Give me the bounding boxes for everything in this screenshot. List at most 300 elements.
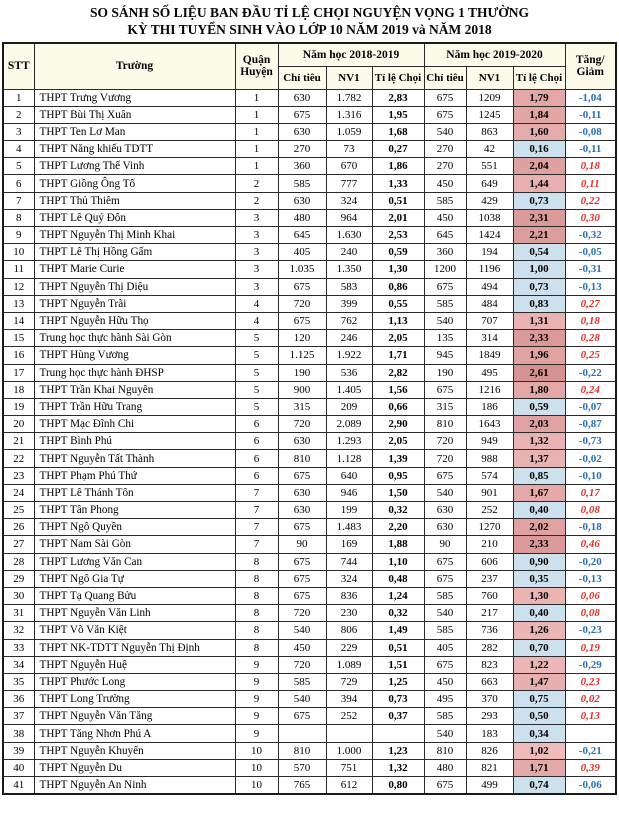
cell-target-2018: 630: [278, 484, 326, 501]
cell-stt: 18: [3, 381, 34, 398]
cell-ratio-2019: 0,40: [513, 605, 565, 622]
table-row: [3, 278, 616, 295]
cell-ratio-2019: 1,44: [513, 175, 565, 192]
cell-district: 8: [235, 639, 278, 656]
cell-target-2018: 630: [278, 502, 326, 519]
cell-nv1-2019: 1245: [466, 106, 513, 123]
cell-ratio-2019: 0,50: [513, 708, 565, 725]
table-row: [3, 673, 616, 690]
cell-stt: 25: [3, 502, 34, 519]
cell-school: THPT Phạm Phú Thứ: [34, 467, 235, 484]
table-row: [3, 89, 616, 106]
cell-target-2019: 495: [424, 691, 466, 708]
cell-target-2018: 675: [278, 587, 326, 604]
cell-nv1-2019: 649: [466, 175, 513, 192]
table-row: [3, 381, 616, 398]
cell-school: Trung học thực hành Sài Gòn: [34, 330, 235, 347]
cell-target-2018: 675: [278, 106, 326, 123]
cell-change: -0,73: [565, 433, 616, 450]
table-row: [3, 639, 616, 656]
cell-stt: 40: [3, 759, 34, 776]
cell-target-2019: 585: [424, 295, 466, 312]
cell-target-2018: 540: [278, 622, 326, 639]
cell-district: 9: [235, 656, 278, 673]
cell-school: THPT Võ Văn Kiệt: [34, 622, 235, 639]
cell-nv1-2018: 229: [326, 639, 372, 656]
cell-change: -0,08: [565, 123, 616, 140]
cell-district: 3: [235, 209, 278, 226]
table-row: [3, 175, 616, 192]
cell-ratio-2018: 0,95: [372, 467, 424, 484]
cell-nv1-2018: 964: [326, 209, 372, 226]
cell-ratio-2018: 2,53: [372, 227, 424, 244]
cell-change: 0,13: [565, 708, 616, 725]
col-header-school: Trường: [34, 43, 235, 89]
cell-nv1-2018: 399: [326, 295, 372, 312]
cell-change: -0,23: [565, 622, 616, 639]
cell-stt: 15: [3, 330, 34, 347]
cell-ratio-2019: 1,32: [513, 433, 565, 450]
cell-nv1-2018: 1.316: [326, 106, 372, 123]
cell-school: THPT Nguyễn Thị Minh Khai: [34, 227, 235, 244]
cell-school: THPT Nam Sài Gòn: [34, 536, 235, 553]
cell-change: -0,22: [565, 364, 616, 381]
cell-stt: 23: [3, 467, 34, 484]
table-row: [3, 364, 616, 381]
cell-district: 1: [235, 158, 278, 175]
cell-target-2019: 540: [424, 484, 466, 501]
cell-change: -0,05: [565, 244, 616, 261]
table-row: [3, 502, 616, 519]
cell-target-2018: 1.125: [278, 347, 326, 364]
cell-ratio-2018: 2,83: [372, 89, 424, 106]
cell-ratio-2018: 0,66: [372, 398, 424, 415]
cell-school: THPT Nguyễn Hữu Thọ: [34, 312, 235, 329]
cell-ratio-2019: 0,35: [513, 570, 565, 587]
cell-ratio-2018: 1,25: [372, 673, 424, 690]
cell-nv1-2018: 1.922: [326, 347, 372, 364]
table-row: [3, 777, 616, 794]
cell-target-2019: 540: [424, 312, 466, 329]
cell-district: 10: [235, 742, 278, 759]
cell-target-2018: 360: [278, 158, 326, 175]
cell-target-2018: 675: [278, 312, 326, 329]
cell-stt: 41: [3, 777, 34, 794]
table-row: [3, 605, 616, 622]
cell-target-2019: 585: [424, 587, 466, 604]
cell-target-2018: 720: [278, 656, 326, 673]
cell-target-2019: 630: [424, 502, 466, 519]
cell-ratio-2019: 1,26: [513, 622, 565, 639]
cell-nv1-2019: 551: [466, 158, 513, 175]
cell-ratio-2019: 2,33: [513, 330, 565, 347]
cell-ratio-2019: 0,75: [513, 691, 565, 708]
col-header-stt: STT: [3, 43, 34, 89]
cell-target-2019: 450: [424, 673, 466, 690]
cell-target-2019: 405: [424, 639, 466, 656]
cell-ratio-2018: 2,20: [372, 519, 424, 536]
cell-stt: 38: [3, 725, 34, 742]
cell-district: 4: [235, 312, 278, 329]
cell-target-2018: 630: [278, 89, 326, 106]
cell-target-2019: 675: [424, 570, 466, 587]
cell-nv1-2018: 1.405: [326, 381, 372, 398]
cell-district: 6: [235, 433, 278, 450]
cell-school: THPT Trần Khai Nguyên: [34, 381, 235, 398]
cell-ratio-2018: 0,27: [372, 141, 424, 158]
cell-nv1-2019: 821: [466, 759, 513, 776]
cell-ratio-2018: 1,68: [372, 123, 424, 140]
cell-target-2018: 480: [278, 209, 326, 226]
cell-nv1-2019: 707: [466, 312, 513, 329]
table-row: [3, 742, 616, 759]
cell-ratio-2019: 0,83: [513, 295, 565, 312]
cell-stt: 35: [3, 673, 34, 690]
cell-nv1-2019: 484: [466, 295, 513, 312]
table-row: [3, 209, 616, 226]
cell-change: 0,17: [565, 484, 616, 501]
table-row: [3, 691, 616, 708]
cell-ratio-2019: 1,84: [513, 106, 565, 123]
cell-target-2018: 630: [278, 123, 326, 140]
table-row: [3, 519, 616, 536]
cell-nv1-2019: 282: [466, 639, 513, 656]
cell-school: THPT Bình Phú: [34, 433, 235, 450]
cell-change: -0,10: [565, 467, 616, 484]
cell-nv1-2019: 760: [466, 587, 513, 604]
cell-nv1-2018: 209: [326, 398, 372, 415]
cell-ratio-2019: 1,30: [513, 587, 565, 604]
cell-ratio-2019: 0,16: [513, 141, 565, 158]
cell-ratio-2019: 1,31: [513, 312, 565, 329]
cell-ratio-2019: 1,96: [513, 347, 565, 364]
cell-nv1-2019: 183: [466, 725, 513, 742]
cell-nv1-2018: 1.630: [326, 227, 372, 244]
cell-change: 0,18: [565, 158, 616, 175]
table-row: [3, 244, 616, 261]
cell-school: THPT Giồng Ông Tố: [34, 175, 235, 192]
cell-stt: 30: [3, 587, 34, 604]
cell-nv1-2019: 988: [466, 450, 513, 467]
cell-change: 0,08: [565, 502, 616, 519]
table-row: [3, 656, 616, 673]
cell-change: -0,32: [565, 227, 616, 244]
cell-nv1-2018: 2.089: [326, 416, 372, 433]
cell-target-2019: 540: [424, 605, 466, 622]
cell-ratio-2018: [372, 725, 424, 742]
cell-target-2018: 270: [278, 141, 326, 158]
cell-stt: 13: [3, 295, 34, 312]
cell-district: 6: [235, 450, 278, 467]
cell-district: 5: [235, 398, 278, 415]
col-header-ratio-2018: Tỉ lệ Chọi: [372, 66, 424, 89]
cell-school: THPT Trưng Vương: [34, 89, 235, 106]
cell-school: THPT Tân Phong: [34, 502, 235, 519]
cell-target-2018: 540: [278, 691, 326, 708]
cell-ratio-2019: 0,85: [513, 467, 565, 484]
cell-change: 0,28: [565, 330, 616, 347]
cell-nv1-2018: 536: [326, 364, 372, 381]
cell-district: 9: [235, 708, 278, 725]
cell-ratio-2018: 1,10: [372, 553, 424, 570]
table-row: [3, 330, 616, 347]
cell-district: 8: [235, 587, 278, 604]
cell-ratio-2019: 0,54: [513, 244, 565, 261]
cell-district: 3: [235, 244, 278, 261]
table-row: [3, 450, 616, 467]
cell-nv1-2018: 806: [326, 622, 372, 639]
cell-ratio-2018: 1,30: [372, 261, 424, 278]
cell-nv1-2019: 606: [466, 553, 513, 570]
cell-ratio-2018: 1,49: [372, 622, 424, 639]
cell-target-2018: 720: [278, 605, 326, 622]
cell-ratio-2019: 2,21: [513, 227, 565, 244]
cell-change: -0,29: [565, 656, 616, 673]
cell-ratio-2018: 1,33: [372, 175, 424, 192]
cell-nv1-2019: 293: [466, 708, 513, 725]
cell-nv1-2018: 836: [326, 587, 372, 604]
cell-ratio-2018: 1,50: [372, 484, 424, 501]
cell-stt: 27: [3, 536, 34, 553]
cell-district: 4: [235, 295, 278, 312]
cell-change: 0,39: [565, 759, 616, 776]
cell-ratio-2019: 1,67: [513, 484, 565, 501]
cell-school: THPT Ngô Quyền: [34, 519, 235, 536]
table-row: [3, 467, 616, 484]
cell-nv1-2019: 1270: [466, 519, 513, 536]
cell-ratio-2018: 0,37: [372, 708, 424, 725]
cell-nv1-2019: 370: [466, 691, 513, 708]
cell-stt: 39: [3, 742, 34, 759]
cell-nv1-2019: 217: [466, 605, 513, 622]
cell-target-2018: 675: [278, 519, 326, 536]
cell-ratio-2018: 0,80: [372, 777, 424, 794]
cell-stt: 7: [3, 192, 34, 209]
cell-nv1-2019: 1643: [466, 416, 513, 433]
cell-change: -0,21: [565, 742, 616, 759]
cell-district: 9: [235, 691, 278, 708]
cell-stt: 29: [3, 570, 34, 587]
cell-school: THPT Lương Thế Vinh: [34, 158, 235, 175]
cell-nv1-2018: 252: [326, 708, 372, 725]
table-row: [3, 484, 616, 501]
cell-stt: 32: [3, 622, 34, 639]
cell-ratio-2018: 0,51: [372, 639, 424, 656]
cell-nv1-2019: 736: [466, 622, 513, 639]
cell-target-2019: 675: [424, 106, 466, 123]
cell-school: THPT Lương Văn Can: [34, 553, 235, 570]
table-row: [3, 433, 616, 450]
cell-nv1-2018: 199: [326, 502, 372, 519]
cell-target-2018: 675: [278, 553, 326, 570]
cell-ratio-2019: 1,80: [513, 381, 565, 398]
cell-school: Trung học thực hành ĐHSP: [34, 364, 235, 381]
cell-school: THPT Nguyễn Văn Linh: [34, 605, 235, 622]
cell-target-2019: 810: [424, 742, 466, 759]
cell-target-2018: 900: [278, 381, 326, 398]
cell-stt: 14: [3, 312, 34, 329]
cell-ratio-2018: 1,95: [372, 106, 424, 123]
cell-nv1-2018: 169: [326, 536, 372, 553]
cell-ratio-2019: 1,79: [513, 89, 565, 106]
cell-ratio-2018: 0,73: [372, 691, 424, 708]
cell-nv1-2019: 1196: [466, 261, 513, 278]
cell-school: THPT Hùng Vương: [34, 347, 235, 364]
cell-target-2019: 90: [424, 536, 466, 553]
cell-target-2019: 450: [424, 175, 466, 192]
cell-stt: 28: [3, 553, 34, 570]
cell-change: 0,25: [565, 347, 616, 364]
cell-nv1-2019: 495: [466, 364, 513, 381]
col-header-nv1-2018: NV1: [326, 66, 372, 89]
cell-target-2019: 585: [424, 192, 466, 209]
cell-stt: 34: [3, 656, 34, 673]
cell-stt: 3: [3, 123, 34, 140]
cell-change: -0,07: [565, 398, 616, 415]
cell-nv1-2018: 777: [326, 175, 372, 192]
cell-school: THPT Phước Long: [34, 673, 235, 690]
cell-ratio-2018: 1,71: [372, 347, 424, 364]
col-header-nv1-2019: NV1: [466, 66, 513, 89]
cell-target-2018: 675: [278, 570, 326, 587]
cell-nv1-2019: 901: [466, 484, 513, 501]
table-row: [3, 725, 616, 742]
cell-target-2019: 645: [424, 227, 466, 244]
cell-district: 9: [235, 673, 278, 690]
cell-target-2019: 450: [424, 209, 466, 226]
cell-stt: 5: [3, 158, 34, 175]
cell-nv1-2018: 751: [326, 759, 372, 776]
cell-district: 7: [235, 519, 278, 536]
cell-nv1-2019: 826: [466, 742, 513, 759]
cell-nv1-2018: 744: [326, 553, 372, 570]
cell-ratio-2018: 0,51: [372, 192, 424, 209]
cell-nv1-2019: 252: [466, 502, 513, 519]
cell-ratio-2019: 2,61: [513, 364, 565, 381]
cell-school: THPT Marie Curie: [34, 261, 235, 278]
table-row: [3, 708, 616, 725]
cell-district: 5: [235, 381, 278, 398]
cell-nv1-2019: 494: [466, 278, 513, 295]
cell-school: THPT Mạc Đĩnh Chi: [34, 416, 235, 433]
cell-target-2019: 675: [424, 467, 466, 484]
cell-ratio-2019: 0,59: [513, 398, 565, 415]
cell-change: 0,22: [565, 192, 616, 209]
cell-target-2019: 540: [424, 725, 466, 742]
cell-school: THPT Lê Thị Hồng Gấm: [34, 244, 235, 261]
cell-ratio-2019: 2,03: [513, 416, 565, 433]
cell-ratio-2019: 1,00: [513, 261, 565, 278]
col-header-district: Quận Huyện: [235, 43, 278, 89]
cell-nv1-2018: 946: [326, 484, 372, 501]
cell-stt: 1: [3, 89, 34, 106]
cell-change: -0,13: [565, 278, 616, 295]
cell-target-2019: 1200: [424, 261, 466, 278]
cell-target-2018: 315: [278, 398, 326, 415]
cell-ratio-2018: 1,51: [372, 656, 424, 673]
cell-nv1-2018: 324: [326, 192, 372, 209]
cell-change: 0,06: [565, 587, 616, 604]
cell-change: 0,19: [565, 639, 616, 656]
cell-district: 7: [235, 484, 278, 501]
cell-stt: 21: [3, 433, 34, 450]
cell-target-2019: 810: [424, 416, 466, 433]
cell-target-2019: 585: [424, 622, 466, 639]
cell-stt: 36: [3, 691, 34, 708]
cell-nv1-2018: 1.293: [326, 433, 372, 450]
cell-district: 10: [235, 777, 278, 794]
table-row: [3, 295, 616, 312]
cell-district: 5: [235, 330, 278, 347]
cell-ratio-2019: 1,37: [513, 450, 565, 467]
table-row: [3, 106, 616, 123]
cell-change: -0,20: [565, 553, 616, 570]
cell-ratio-2019: 2,02: [513, 519, 565, 536]
cell-target-2018: 720: [278, 295, 326, 312]
cell-school: THPT Tạ Quang Bửu: [34, 587, 235, 604]
title-line-1: SO SÁNH SỐ LIỆU BAN ĐẦU TỈ LỆ CHỌI NGUYỆN VỌNG 1 THƯỜNG: [89, 5, 530, 20]
cell-target-2019: 720: [424, 450, 466, 467]
cell-stt: 19: [3, 398, 34, 415]
cell-nv1-2018: 246: [326, 330, 372, 347]
cell-target-2019: 480: [424, 759, 466, 776]
cell-school: THPT Lê Thánh Tôn: [34, 484, 235, 501]
cell-target-2018: 810: [278, 742, 326, 759]
table-row: [3, 123, 616, 140]
cell-ratio-2018: 1,56: [372, 381, 424, 398]
cell-target-2018: 450: [278, 639, 326, 656]
cell-change: 0,08: [565, 605, 616, 622]
cell-stt: 2: [3, 106, 34, 123]
cell-ratio-2019: 0,34: [513, 725, 565, 742]
cell-change: 0,18: [565, 312, 616, 329]
cell-target-2018: 585: [278, 175, 326, 192]
cell-school: THPT Năng khiếu TDTT: [34, 141, 235, 158]
cell-nv1-2018: 230: [326, 605, 372, 622]
cell-ratio-2019: 0,70: [513, 639, 565, 656]
cell-nv1-2019: 574: [466, 467, 513, 484]
cell-ratio-2018: 1,39: [372, 450, 424, 467]
cell-nv1-2018: [326, 725, 372, 742]
cell-ratio-2019: 1,22: [513, 656, 565, 673]
table-row: [3, 536, 616, 553]
cell-school: THPT Ten Lơ Man: [34, 123, 235, 140]
cell-stt: 17: [3, 364, 34, 381]
cell-district: 6: [235, 416, 278, 433]
cell-nv1-2018: 1.483: [326, 519, 372, 536]
cell-ratio-2019: 1,02: [513, 742, 565, 759]
cell-target-2019: 675: [424, 553, 466, 570]
cell-district: 8: [235, 570, 278, 587]
col-header-change: Tăng/ Giảm: [565, 43, 616, 89]
cell-school: THPT Nguyễn Tất Thành: [34, 450, 235, 467]
cell-change: [565, 725, 616, 742]
cell-stt: 10: [3, 244, 34, 261]
cell-change: -0,02: [565, 450, 616, 467]
cell-target-2018: 405: [278, 244, 326, 261]
cell-stt: 26: [3, 519, 34, 536]
table-row: [3, 622, 616, 639]
cell-target-2018: [278, 725, 326, 742]
cell-nv1-2018: 729: [326, 673, 372, 690]
table-row: [3, 312, 616, 329]
cell-nv1-2018: 762: [326, 312, 372, 329]
cell-ratio-2018: 1,13: [372, 312, 424, 329]
cell-nv1-2018: 1.059: [326, 123, 372, 140]
cell-stt: 11: [3, 261, 34, 278]
cell-ratio-2018: 0,48: [372, 570, 424, 587]
cell-target-2018: 810: [278, 450, 326, 467]
